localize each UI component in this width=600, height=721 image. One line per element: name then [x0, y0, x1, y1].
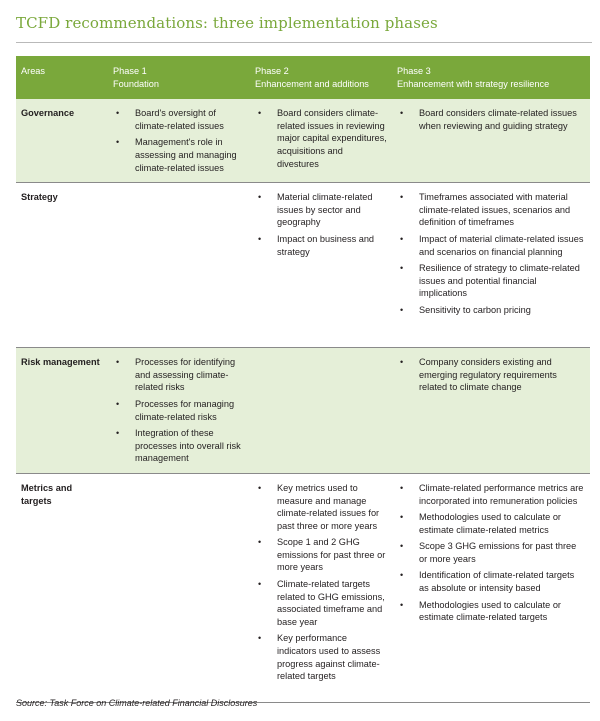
- table-row: [16, 473, 590, 702]
- list-item: [397, 356, 585, 394]
- area-label: Strategy: [16, 183, 108, 348]
- bullet-icon: •: [258, 192, 262, 203]
- list-item-text: Board's oversight of climate-related issues: [135, 108, 224, 131]
- list-item: [397, 233, 585, 258]
- bullet-icon: •: [400, 304, 404, 315]
- page-title: TCFD recommendations: three implementation phases: [16, 14, 438, 32]
- list-item: [397, 107, 585, 132]
- list-item-text: Management's role in assessing and managing climate-related issues: [135, 137, 237, 173]
- phase1-cell: [108, 183, 250, 348]
- list-item-text: Timeframes associated with material climate-related issues, scenarios and definition of timeframes: [419, 192, 571, 228]
- list-item: [397, 540, 585, 565]
- bullet-icon: •: [400, 357, 404, 368]
- list-item: [255, 578, 387, 628]
- list-item: [397, 191, 585, 229]
- list-item: [113, 107, 245, 132]
- bullet-icon: •: [116, 357, 120, 368]
- header-phase-2: Phase 2 Enhancement and additions: [250, 56, 392, 99]
- list-item-text: Board considers climate-related issues when reviewing and guiding strategy: [419, 108, 577, 131]
- bullet-icon: •: [116, 137, 120, 148]
- list-item: [255, 536, 387, 574]
- bullet-list: [255, 482, 387, 683]
- header-phase-1: Phase 1 Foundation: [108, 56, 250, 99]
- source-note: Source: Task Force on Climate-related Financial Disclosures: [16, 698, 258, 708]
- table-header-row: [16, 56, 590, 99]
- bullet-icon: •: [400, 541, 404, 552]
- list-item: [397, 304, 585, 317]
- phase2-cell: [250, 473, 392, 702]
- list-item-text: Material climate-related issues by sector and geography: [277, 192, 373, 228]
- list-item: [397, 482, 585, 507]
- list-item: [255, 233, 387, 258]
- bullet-icon: •: [258, 579, 262, 590]
- bullet-icon: •: [258, 233, 262, 244]
- bullet-list: [397, 191, 585, 316]
- list-item-text: Climate-related performance metrics are incorporated into remuneration policies: [419, 482, 584, 506]
- area-label: Metrics and targets: [16, 473, 108, 702]
- header-areas: Areas: [16, 56, 108, 99]
- list-item-text: Scope 3 GHG emissions for past three or more years: [419, 541, 577, 564]
- bullet-icon: •: [400, 482, 404, 493]
- list-item: [397, 511, 585, 536]
- list-item-text: Impact on business and strategy: [277, 233, 375, 257]
- bullet-list: [255, 191, 387, 258]
- phase3-cell: [392, 473, 590, 702]
- list-item: [255, 107, 387, 170]
- bullet-list: [397, 356, 585, 394]
- list-item-text: Identification of climate-related targets as absolute or intensity based: [419, 570, 575, 594]
- bullet-icon: •: [400, 512, 404, 523]
- table-row: [16, 183, 590, 348]
- bullet-icon: •: [258, 633, 262, 644]
- title-divider: [16, 42, 592, 43]
- list-item-text: Processes for managing climate-related risks: [135, 398, 235, 422]
- bullet-icon: •: [258, 537, 262, 548]
- phase1-cell: [108, 348, 250, 474]
- phase2-cell: [250, 348, 392, 474]
- list-item: [113, 398, 245, 423]
- bullet-icon: •: [258, 108, 262, 119]
- list-item: [255, 482, 387, 532]
- table-row: [16, 348, 590, 474]
- list-item-text: Board considers climate-related issues in reviewing major capital expenditures, acquisitions and divestures: [277, 108, 387, 169]
- phase3-cell: [392, 348, 590, 474]
- list-item: [113, 427, 245, 465]
- area-label: Risk management: [16, 348, 108, 474]
- list-item: [113, 356, 245, 394]
- list-item-text: Key performance indicators used to assess progress against climate-related targets: [277, 633, 381, 682]
- phase1-cell: [108, 473, 250, 702]
- bullet-list: [255, 107, 387, 170]
- bullet-icon: •: [400, 263, 404, 274]
- bullet-icon: •: [116, 428, 120, 439]
- list-item-text: Impact of material climate-related issues and scenarios on financial planning: [419, 233, 584, 257]
- phase2-cell: [250, 183, 392, 348]
- bullet-list: [397, 107, 585, 132]
- area-label: Governance: [16, 99, 108, 182]
- header-phase-3: Phase 3 Enhancement with strategy resilience: [392, 56, 590, 99]
- list-item-text: Scope 1 and 2 GHG emissions for past three or more years: [277, 537, 386, 573]
- list-item-text: Climate-related targets related to GHG emissions, associated timeframe and base year: [277, 579, 385, 627]
- list-item: [255, 632, 387, 682]
- bullet-icon: •: [116, 108, 120, 119]
- bullet-icon: •: [400, 108, 404, 119]
- bullet-icon: •: [400, 570, 404, 581]
- phase1-cell: [108, 99, 250, 182]
- list-item: [113, 136, 245, 174]
- bullet-icon: •: [116, 398, 120, 409]
- list-item-text: Key metrics used to measure and manage climate-related issues for past three or more years: [277, 482, 380, 531]
- list-item-text: Resilience of strategy to climate-related issues and potential financial implications: [419, 263, 580, 299]
- table-row: [16, 99, 590, 182]
- bullet-icon: •: [400, 599, 404, 610]
- list-item-text: Methodologies used to calculate or estimate climate-related metrics: [419, 512, 561, 535]
- list-item: [255, 191, 387, 229]
- list-item-text: Sensitivity to carbon pricing: [419, 304, 531, 315]
- bullet-icon: •: [258, 482, 262, 493]
- bullet-icon: •: [400, 233, 404, 244]
- list-item-text: Company considers existing and emerging regulatory requirements related to climate change: [419, 357, 557, 393]
- list-item: [397, 262, 585, 300]
- list-item-text: Integration of these processes into overall risk management: [135, 428, 241, 464]
- list-item: [397, 599, 585, 624]
- phase3-cell: [392, 183, 590, 348]
- bullet-list: [113, 356, 245, 465]
- list-item-text: Methodologies used to calculate or estimate climate-related targets: [419, 599, 561, 623]
- phase2-cell: [250, 99, 392, 182]
- bullet-list: [397, 482, 585, 624]
- phase3-cell: [392, 99, 590, 182]
- tcfd-table: [16, 56, 590, 703]
- list-item-text: Processes for identifying and assessing climate-related risks: [135, 357, 236, 393]
- bullet-list: [113, 107, 245, 174]
- bullet-icon: •: [400, 192, 404, 203]
- list-item: [397, 569, 585, 594]
